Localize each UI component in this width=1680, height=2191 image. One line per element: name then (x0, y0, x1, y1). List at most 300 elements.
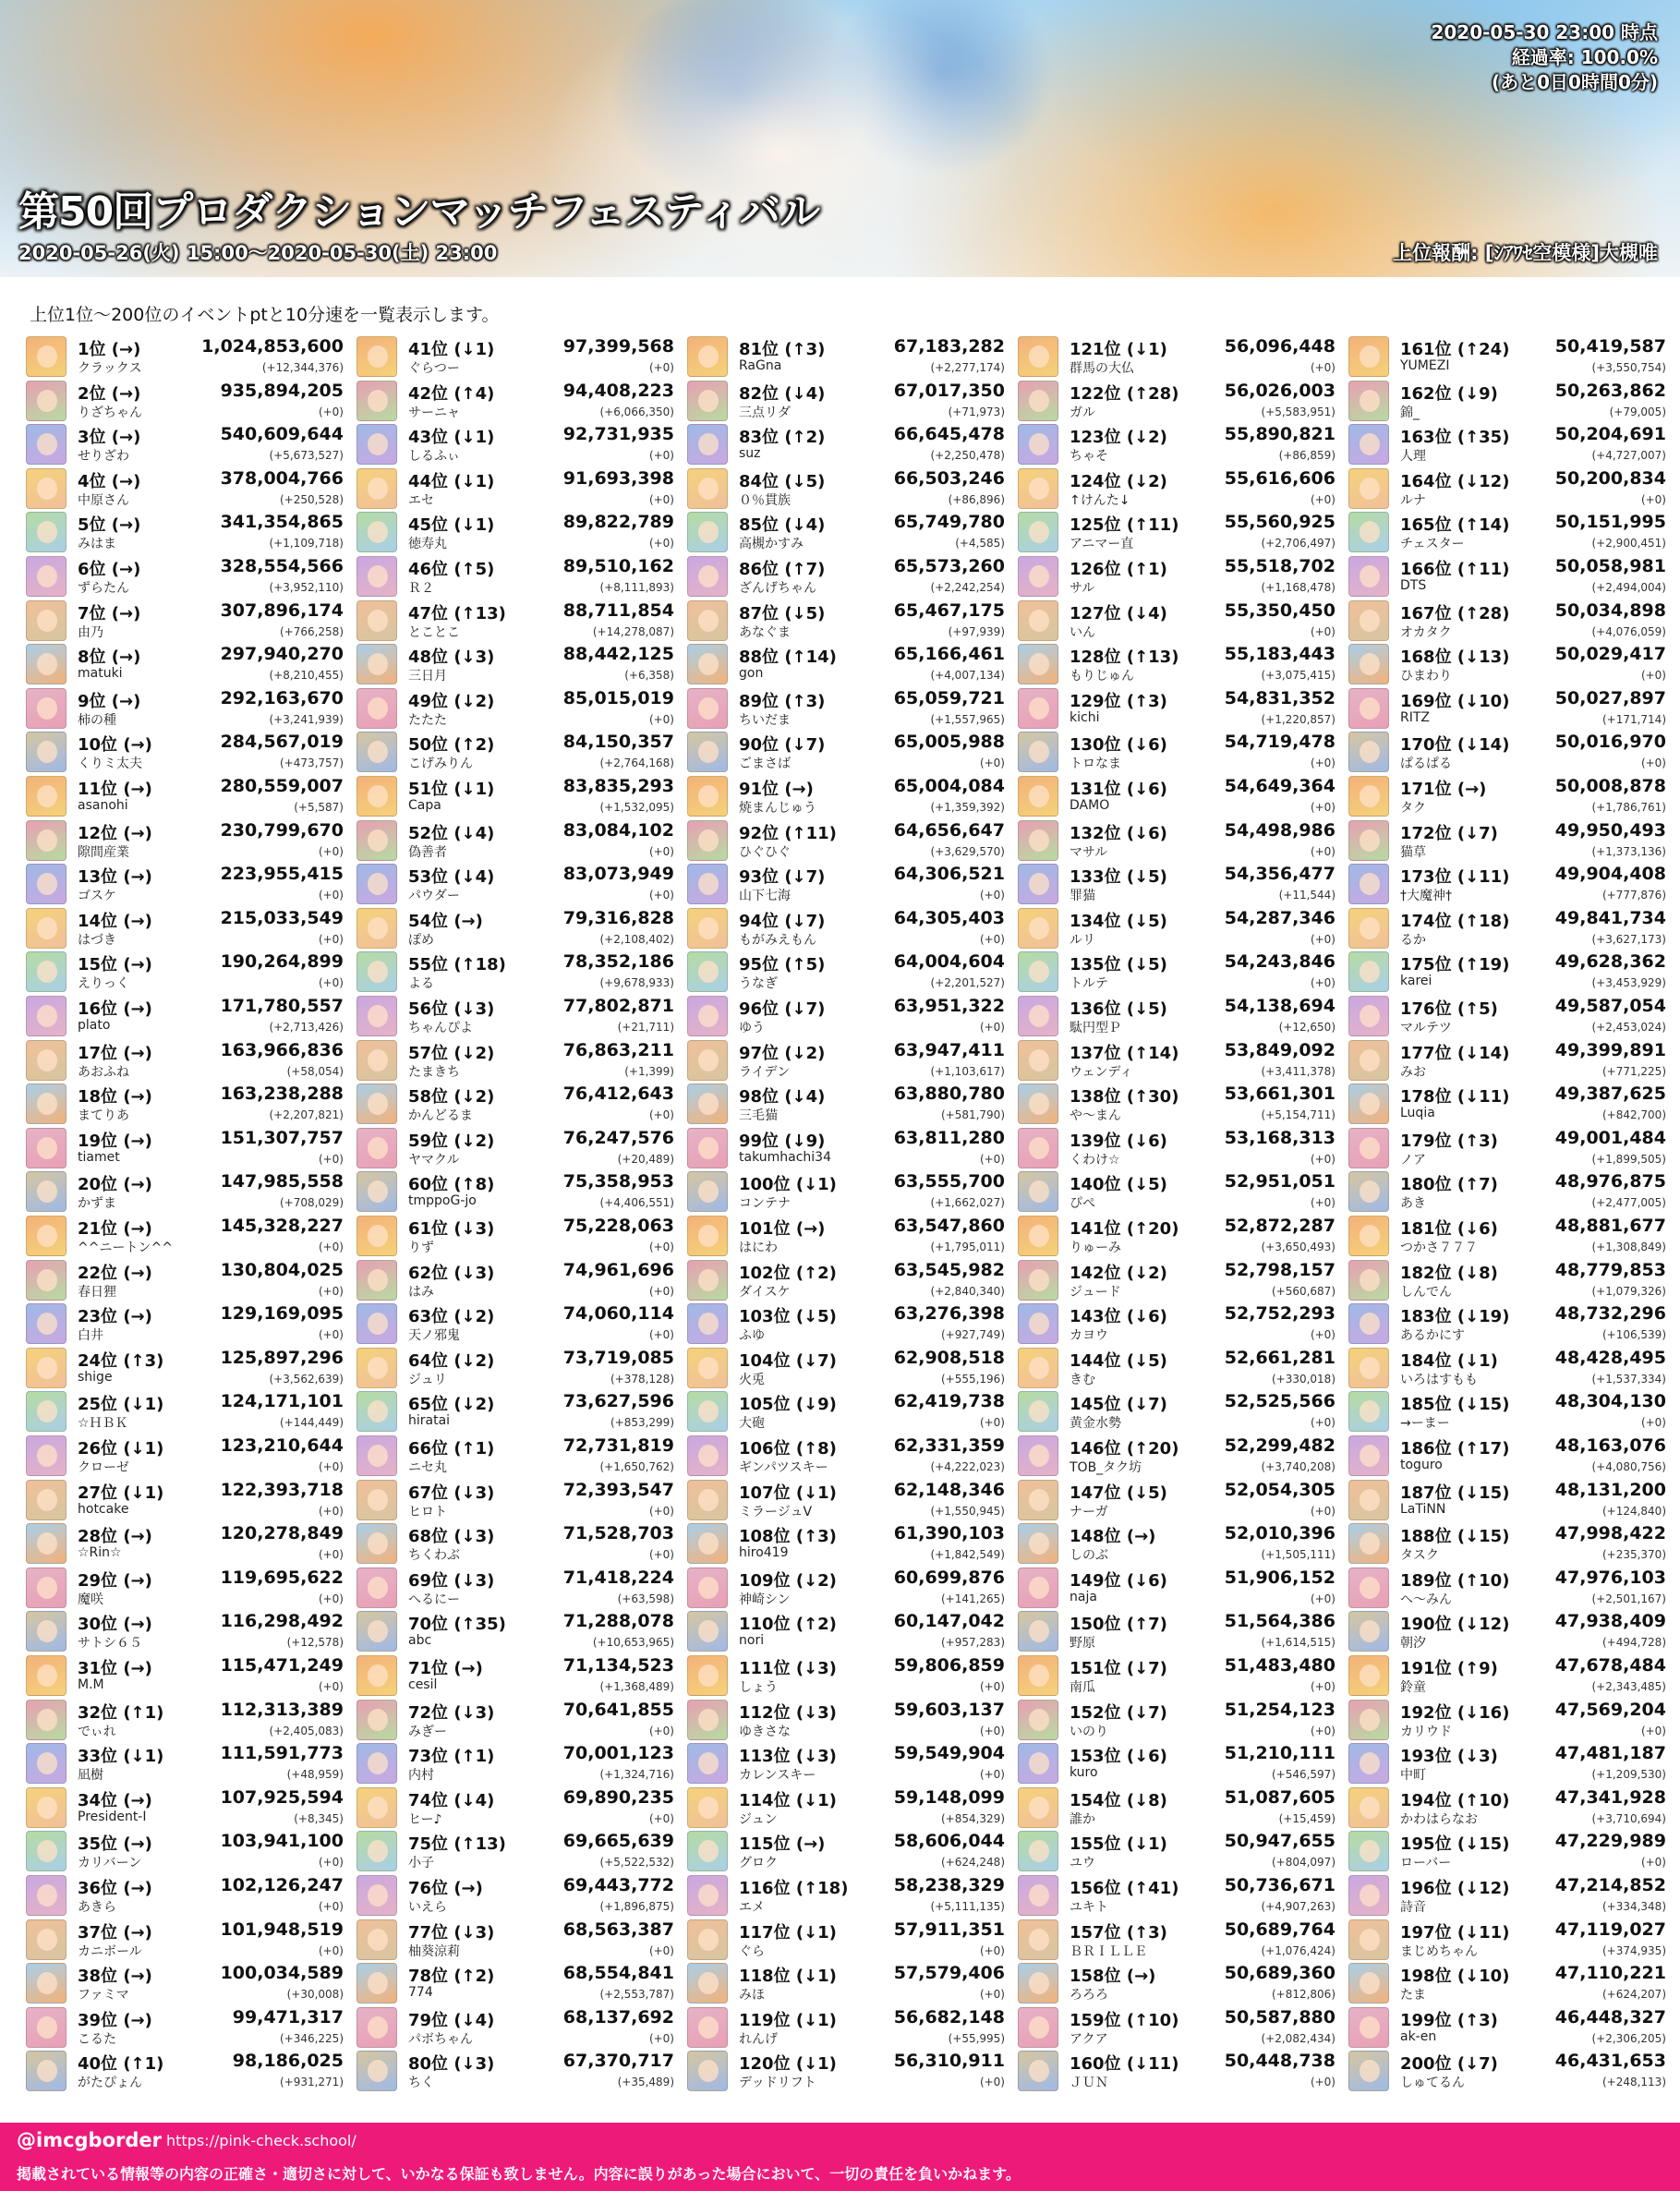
player-name: 三日月 (408, 669, 447, 684)
event-points: 54,356,477 (1224, 864, 1336, 884)
card-avatar (687, 2051, 728, 2091)
rank-label: 142位 (↓2) (1070, 1264, 1167, 1283)
event-points: 47,678,484 (1554, 1655, 1666, 1676)
event-points: 68,563,387 (562, 1919, 674, 1940)
ranking-entry (26, 510, 344, 554)
card-avatar (687, 1435, 728, 1476)
player-name: 凪樹 (78, 1768, 103, 1783)
player-name: 偽善者 (408, 845, 447, 860)
card-avatar (26, 1480, 66, 1520)
player-name: ゴスケ (78, 889, 116, 903)
card-avatar (687, 1216, 728, 1256)
card-avatar (357, 732, 397, 772)
rank-label: 101位 (→) (739, 1219, 826, 1239)
ranking-entry (1018, 1126, 1336, 1170)
event-points: 50,689,764 (1224, 1919, 1336, 1940)
ten-minute-speed: (+853,299) (610, 1416, 674, 1429)
event-points: 68,554,841 (562, 1963, 674, 1983)
event-points: 83,073,949 (562, 864, 674, 884)
event-points: 50,587,880 (1224, 2007, 1336, 2028)
rank-label: 39位 (→) (78, 2011, 152, 2030)
card-avatar (1348, 1128, 1389, 1168)
card-avatar (1018, 556, 1058, 597)
card-avatar (1018, 1348, 1058, 1388)
event-points: 69,665,639 (562, 1831, 674, 1851)
card-avatar (1348, 2051, 1389, 2091)
ten-minute-speed: (+8,111,893) (599, 581, 674, 594)
card-avatar (26, 1348, 66, 1388)
rank-label: 174位 (↑18) (1400, 912, 1510, 931)
ranking-entry (357, 599, 674, 643)
ten-minute-speed: (+6,358) (624, 669, 674, 682)
event-points: 56,096,448 (1224, 336, 1336, 357)
ten-minute-speed: (+0) (1310, 845, 1336, 858)
card-avatar (1018, 1040, 1058, 1081)
card-avatar (1348, 1083, 1389, 1124)
ranking-entry (357, 1653, 674, 1698)
rank-label: 89位 (↑3) (739, 692, 826, 711)
event-points: 66,503,246 (893, 468, 1005, 489)
event-points: 72,731,819 (562, 1435, 674, 1456)
ranking-entry (1018, 466, 1336, 511)
rank-label: 118位 (↓1) (739, 1967, 837, 1986)
player-name: ざんげちゃん (739, 581, 816, 596)
ten-minute-speed: (+0) (1310, 1196, 1336, 1209)
ranking-entry (1348, 818, 1666, 863)
event-points: 49,387,625 (1554, 1083, 1666, 1104)
ten-minute-speed: (+1,324,716) (599, 1768, 674, 1781)
ranking-entry (26, 1126, 344, 1170)
ten-minute-speed: (+0) (979, 933, 1005, 946)
player-name: せりざわ (78, 449, 129, 464)
rank-label: 4位 (→) (78, 472, 141, 491)
rank-label: 44位 (↓1) (408, 472, 495, 491)
event-points: 57,579,406 (893, 1963, 1005, 1983)
ranking-entry (687, 1698, 1005, 1742)
player-name: コンテナ (739, 1196, 791, 1211)
event-points: 52,661,281 (1224, 1348, 1336, 1368)
ranking-entry (1348, 1169, 1666, 1214)
rank-label: 144位 (↓5) (1070, 1351, 1167, 1371)
rank-label: 192位 (↓16) (1400, 1703, 1510, 1723)
rank-label: 48位 (↓3) (408, 648, 495, 667)
event-points: 92,731,935 (562, 424, 674, 444)
player-name: 春日狸 (78, 1285, 116, 1300)
player-name: しるふぃ (408, 449, 460, 464)
player-name: ＪＵＮ (1070, 2076, 1108, 2090)
ten-minute-speed: (+12,650) (1278, 1021, 1336, 1034)
ranking-entry (26, 1653, 344, 1698)
player-name: へるにー (408, 1592, 460, 1607)
player-name: RITZ (1400, 710, 1430, 725)
ranking-entry (357, 774, 674, 818)
ranking-entry (357, 1785, 674, 1830)
rank-label: 161位 (↑24) (1400, 340, 1510, 359)
card-avatar (687, 1523, 728, 1564)
player-name: †大魔神† (1400, 889, 1452, 903)
card-avatar (1018, 1435, 1058, 1476)
player-name: ぐらつー (408, 361, 460, 376)
card-avatar (1348, 1568, 1389, 1608)
card-avatar (1348, 336, 1389, 377)
ranking-entry (1348, 862, 1666, 906)
player-name: 黄金水勢 (1070, 1416, 1121, 1431)
card-avatar (26, 1083, 66, 1124)
card-avatar (687, 1831, 728, 1871)
rank-label: 64位 (↓2) (408, 1351, 495, 1371)
card-avatar (1018, 644, 1058, 684)
ten-minute-speed: (+0) (648, 1285, 674, 1298)
ten-minute-speed: (+144,449) (279, 1416, 344, 1429)
player-name: カヨウ (1070, 1328, 1108, 1343)
ranking-entry (357, 510, 674, 554)
rank-label: 159位 (↑10) (1070, 2011, 1179, 2030)
event-points: 65,059,721 (893, 688, 1005, 708)
event-period: 2020-05-26(火) 15:00〜2020-05-30(土) 23:00 (18, 242, 498, 264)
ranking-entry (1018, 818, 1336, 863)
ranking-entry (26, 1169, 344, 1214)
event-points: 52,872,287 (1224, 1216, 1336, 1236)
event-points: 163,238,288 (220, 1083, 344, 1104)
ranking-entry (687, 1389, 1005, 1434)
ten-minute-speed: (+0) (1310, 801, 1336, 814)
rank-label: 13位 (→) (78, 867, 152, 887)
player-name: りざちゃん (78, 406, 142, 420)
ten-minute-speed: (+0) (1640, 1416, 1666, 1429)
rank-label: 139位 (↓6) (1070, 1132, 1167, 1151)
rank-label: 58位 (↓2) (408, 1087, 495, 1107)
rank-label: 135位 (↓5) (1070, 955, 1167, 974)
ranking-entry (687, 1873, 1005, 1918)
ten-minute-speed: (+0) (318, 1328, 344, 1341)
player-name: でぃれ (78, 1725, 116, 1739)
card-avatar (357, 864, 397, 904)
ten-minute-speed: (+4,585) (955, 537, 1005, 550)
player-name: ごまさば (739, 757, 791, 771)
ten-minute-speed: (+1,896,875) (599, 1900, 674, 1913)
ten-minute-speed: (+0) (318, 933, 344, 946)
event-points: 100,034,589 (220, 1963, 344, 1983)
rank-label: 104位 (↓7) (739, 1351, 837, 1371)
player-name: ^^ニートン^^ (78, 1241, 173, 1255)
ten-minute-speed: (+0) (1310, 1416, 1336, 1429)
player-name: shige (78, 1370, 113, 1385)
ranking-entry (1018, 1214, 1336, 1258)
ranking-entry (1018, 1609, 1336, 1653)
intro-text: 上位1位～200位のイベントptと10分速を一覧表示します。 (30, 305, 500, 325)
event-points: 230,799,670 (220, 820, 344, 841)
card-avatar (687, 1040, 728, 1081)
player-name: ギンパツスキー (739, 1460, 828, 1475)
player-name: や～まん (1070, 1108, 1121, 1123)
card-avatar (357, 951, 397, 992)
ten-minute-speed: (+0) (318, 1856, 344, 1869)
event-points: 171,780,557 (220, 996, 344, 1016)
ten-minute-speed: (+0) (1640, 1725, 1666, 1737)
card-avatar (687, 512, 728, 552)
card-avatar (1018, 512, 1058, 552)
ranking-entry (26, 1082, 344, 1126)
ten-minute-speed: (+2,306,205) (1591, 2032, 1666, 2045)
ranking-entry (1348, 466, 1666, 511)
ranking-entry (687, 1346, 1005, 1390)
event-points: 129,169,095 (220, 1303, 344, 1324)
event-points: 52,951,051 (1224, 1171, 1336, 1192)
rank-label: 154位 (↓8) (1070, 1791, 1167, 1810)
event-points: 70,641,855 (562, 1700, 674, 1720)
card-avatar (26, 1831, 66, 1871)
ranking-entry (1348, 1038, 1666, 1083)
player-name: アクア (1070, 2032, 1108, 2047)
card-avatar (687, 1611, 728, 1652)
ranking-entry (26, 818, 344, 863)
ranking-entry (687, 1169, 1005, 1214)
rank-label: 88位 (↑14) (739, 648, 837, 667)
card-avatar (357, 908, 397, 949)
player-name: みぎー (408, 1725, 447, 1739)
card-avatar (357, 1303, 397, 1344)
ten-minute-speed: (+1,557,965) (930, 713, 1005, 726)
ranking-entry (687, 774, 1005, 818)
event-points: 54,243,846 (1224, 951, 1336, 972)
card-avatar (357, 1963, 397, 2003)
event-points: 67,017,350 (893, 381, 1005, 401)
card-avatar (1348, 600, 1389, 641)
rank-label: 157位 (↑3) (1070, 1923, 1167, 1943)
ranking-entry (357, 1434, 674, 1478)
ten-minute-speed: (+2,405,083) (269, 1725, 344, 1737)
rank-label: 200位 (↓7) (1400, 2054, 1498, 2074)
ranking-entry (357, 2049, 674, 2093)
ten-minute-speed: (+0) (979, 1944, 1005, 1957)
player-name: ちゃそ (1070, 449, 1108, 464)
ranking-entry (1348, 1566, 1666, 1610)
ten-minute-speed: (+1,550,945) (930, 1505, 1005, 1518)
rank-label: 2位 (→) (78, 384, 141, 404)
ranking-entry (1348, 1301, 1666, 1346)
player-name: matuki (78, 666, 123, 681)
card-avatar (1348, 864, 1389, 904)
ten-minute-speed: (+1,399) (624, 1065, 674, 1078)
player-name: ミラージュV (739, 1505, 813, 1519)
ranking-entry (26, 1389, 344, 1434)
ranking-entry (357, 1478, 674, 1522)
card-avatar (357, 1743, 397, 1784)
player-name: 由乃 (78, 625, 103, 640)
rank-label: 26位 (↓1) (78, 1439, 164, 1459)
player-name: いろはすもも (1400, 1373, 1478, 1387)
event-points: 74,961,696 (562, 1260, 674, 1280)
event-points: 85,015,019 (562, 688, 674, 708)
ranking-entry (1348, 554, 1666, 599)
card-avatar (687, 951, 728, 992)
rank-label: 134位 (↓5) (1070, 912, 1167, 931)
ranking-entry (1018, 1258, 1336, 1302)
ranking-entry (26, 1961, 344, 2005)
player-name: 内村 (408, 1768, 434, 1783)
page-title: 第50回プロダクションマッチフェスティバル (18, 188, 819, 236)
player-name: れんげ (739, 2032, 778, 2047)
event-points: 71,134,523 (562, 1655, 674, 1676)
ten-minute-speed: (+106,539) (1601, 1328, 1666, 1341)
rank-label: 119位 (↓1) (739, 2011, 837, 2030)
event-points: 71,418,224 (562, 1568, 674, 1588)
ten-minute-speed: (+0) (979, 2076, 1005, 2088)
ranking-entry (1018, 334, 1336, 379)
ranking-entry (26, 1521, 344, 1566)
event-points: 53,849,092 (1224, 1040, 1336, 1060)
player-name: plato (78, 1018, 111, 1033)
event-points: 47,481,187 (1554, 1743, 1666, 1763)
twitter-handle[interactable]: @imcgborder (17, 2129, 163, 2151)
status-info (1431, 20, 1658, 95)
rank-label: 141位 (↑20) (1070, 1219, 1179, 1239)
card-avatar (357, 1391, 397, 1432)
ten-minute-speed: (+1,079,326) (1591, 1285, 1666, 1298)
card-avatar (1348, 1919, 1389, 1960)
player-name: ルリ (1070, 933, 1095, 948)
rank-label: 75位 (↑13) (408, 1834, 506, 1854)
ten-minute-speed: (+86,859) (1278, 449, 1336, 462)
ten-minute-speed: (+0) (1640, 1856, 1666, 1869)
ranking-entry (687, 334, 1005, 379)
event-points: 51,906,152 (1224, 1568, 1336, 1588)
player-name: マルテツ (1400, 1021, 1452, 1035)
player-name: がたぴょん (78, 2076, 142, 2090)
card-avatar (26, 1171, 66, 1212)
ten-minute-speed: (+2,501,167) (1591, 1592, 1666, 1605)
ten-minute-speed: (+0) (318, 1944, 344, 1957)
rank-label: 5位 (→) (78, 515, 141, 535)
event-points: 98,186,025 (232, 2051, 344, 2071)
ten-minute-speed: (+1,650,762) (599, 1460, 674, 1473)
event-points: 130,804,025 (220, 1260, 344, 1280)
ten-minute-speed: (+1,505,111) (1261, 1548, 1336, 1561)
ten-minute-speed: (+4,727,007) (1591, 449, 1666, 462)
player-name: asanohi (78, 798, 128, 813)
rank-label: 180位 (↑7) (1400, 1175, 1498, 1194)
site-link[interactable]: https://pink-check.school/ (166, 2132, 357, 2149)
player-name: ちいだま (739, 713, 791, 728)
card-avatar (1348, 1655, 1389, 1696)
rank-label: 40位 (↑1) (78, 2054, 164, 2074)
event-points: 73,627,596 (562, 1391, 674, 1411)
ranking-entry (687, 1653, 1005, 1698)
ranking-entry (1018, 1785, 1336, 1830)
ranking-entry (26, 1434, 344, 1478)
event-points: 64,656,647 (893, 820, 1005, 841)
ten-minute-speed: (+0) (1310, 976, 1336, 989)
rank-label: 160位 (↓11) (1070, 2054, 1179, 2074)
card-avatar (357, 1348, 397, 1388)
event-points: 54,498,986 (1224, 820, 1336, 841)
ranking-entry (357, 1214, 674, 1258)
player-name: ぐら (739, 1944, 765, 1959)
rank-label: 81位 (↑3) (739, 340, 826, 359)
rank-label: 138位 (↑30) (1070, 1087, 1179, 1107)
card-avatar (1018, 996, 1058, 1036)
event-points: 53,661,301 (1224, 1083, 1336, 1104)
event-points: 49,841,734 (1554, 908, 1666, 928)
player-name: toguro (1400, 1458, 1443, 1472)
ranking-entry (687, 994, 1005, 1038)
ten-minute-speed: (+2,343,485) (1591, 1680, 1666, 1693)
card-avatar (1018, 776, 1058, 817)
rank-label: 196位 (↓12) (1400, 1879, 1510, 1898)
rank-label: 8位 (→) (78, 648, 141, 667)
event-points: 50,200,834 (1554, 468, 1666, 489)
ranking-entry (357, 950, 674, 994)
player-name: しのぶ (1070, 1548, 1108, 1563)
player-name: 南瓜 (1070, 1680, 1095, 1695)
card-avatar (1348, 556, 1389, 597)
rank-label: 106位 (↑8) (739, 1439, 837, 1459)
card-avatar (687, 1128, 728, 1168)
player-name: チェスター (1400, 537, 1465, 551)
ten-minute-speed: (+0) (318, 976, 344, 989)
ranking-column (26, 334, 344, 2108)
ranking-entry (687, 950, 1005, 994)
ranking-entry (1018, 422, 1336, 466)
player-name: トルテ (1070, 976, 1108, 991)
player-name: gon (739, 666, 764, 681)
rank-label: 33位 (↓1) (78, 1747, 164, 1766)
ranking-entry (1018, 730, 1336, 774)
event-points: 50,689,360 (1224, 1963, 1336, 1983)
ten-minute-speed: (+957,283) (940, 1636, 1005, 1649)
event-points: 54,287,346 (1224, 908, 1336, 928)
ten-minute-speed: (+3,453,929) (1591, 976, 1666, 989)
ten-minute-speed: (+4,007,134) (930, 669, 1005, 682)
rank-label: 163位 (↑35) (1400, 428, 1510, 447)
ranking-entry (1018, 510, 1336, 554)
event-points: 50,204,691 (1554, 424, 1666, 444)
rank-label: 7位 (→) (78, 604, 141, 623)
player-name: ちくわぶ (408, 1548, 460, 1563)
event-points: 1,024,853,600 (201, 336, 344, 357)
event-points: 52,525,566 (1224, 1391, 1336, 1411)
ranking-entry (26, 1829, 344, 1873)
ten-minute-speed: (+555,196) (940, 1373, 1005, 1386)
ten-minute-speed: (+473,757) (279, 757, 344, 769)
event-points: 115,471,249 (220, 1655, 344, 1676)
player-name: ガル (1070, 406, 1095, 420)
event-points: 56,310,911 (893, 2051, 1005, 2071)
ten-minute-speed: (+1,209,530) (1591, 1768, 1666, 1781)
ten-minute-speed: (+0) (1310, 1680, 1336, 1693)
player-name: ヒロト (408, 1505, 447, 1519)
player-name: タスク (1400, 1548, 1439, 1563)
card-avatar (357, 1611, 397, 1652)
event-points: 50,034,898 (1554, 600, 1666, 621)
event-points: 83,835,293 (562, 776, 674, 796)
player-name: るか (1400, 933, 1426, 948)
rank-label: 99位 (↓9) (739, 1132, 826, 1151)
event-points: 68,137,692 (562, 2007, 674, 2028)
event-points: 59,549,904 (893, 1743, 1005, 1763)
card-avatar (357, 1655, 397, 1696)
ten-minute-speed: (+2,477,005) (1591, 1196, 1666, 1209)
ranking-entry (26, 1346, 344, 1390)
ranking-entry (357, 1169, 674, 1214)
ten-minute-speed: (+3,629,570) (930, 845, 1005, 858)
ranking-entry (1348, 642, 1666, 686)
player-name: ひまわり (1400, 669, 1452, 684)
ranking-entry (26, 774, 344, 818)
event-points: 52,010,396 (1224, 1523, 1336, 1543)
ten-minute-speed: (+0) (1310, 1153, 1336, 1166)
rank-label: 112位 (↓3) (739, 1703, 837, 1723)
